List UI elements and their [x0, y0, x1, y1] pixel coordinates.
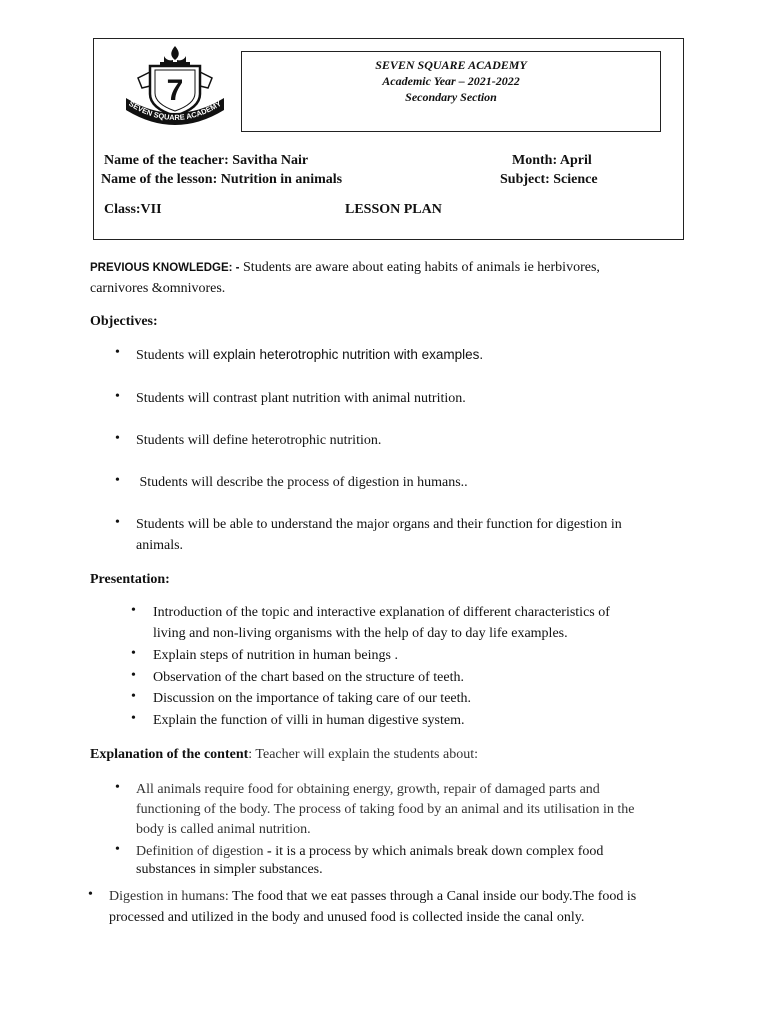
lesson-plan-title: LESSON PLAN	[345, 202, 442, 217]
digestion-definition-line2: substances in simpler substances.	[136, 862, 323, 877]
presentation-heading: Presentation:	[90, 572, 170, 587]
objectives-heading: Objectives:	[90, 314, 158, 329]
month: Month: April	[512, 153, 592, 168]
objective-item: Students will be able to understand the major organs and their function for digestion in	[136, 517, 622, 532]
objective-item: Students will contrast plant nutrition with animal nutrition.	[136, 391, 466, 406]
presentation-item: Observation of the chart based on the structure of teeth.	[153, 670, 465, 685]
presentation-item: Explain the function of villi in human digestive system.	[153, 713, 465, 728]
bullet-icon: •	[88, 887, 93, 902]
explanation-item-line3: body is called animal nutrition.	[136, 822, 311, 837]
academy-logo	[120, 42, 230, 128]
bullet-icon: •	[115, 780, 120, 795]
explanation-item-line2: functioning of the body. The process of taking food by an animal and its utilisation in the	[136, 802, 635, 817]
objective-item: Students will describe the process of digestion in humans..	[136, 475, 468, 490]
bullet-icon: •	[115, 345, 120, 360]
academic-year: Academic Year – 2021-2022	[382, 74, 520, 88]
objective-item: Students will define heterotrophic nutrition.	[136, 433, 382, 448]
objective-item: Students will explain heterotrophic nutrition with examples.	[136, 347, 484, 363]
academy-name: SEVEN SQUARE ACADEMY	[375, 58, 527, 72]
presentation-item-line2: living and non-living organisms with the help of day to day life examples.	[153, 626, 568, 641]
previous-knowledge	[90, 257, 600, 279]
explanation-intro: : Teacher will explain the students about:	[248, 747, 478, 762]
explanation-label: Explanation of the content	[90, 747, 249, 762]
bullet-icon: •	[115, 389, 120, 404]
bullet-icon: •	[115, 515, 120, 530]
section-name: Secondary Section	[405, 90, 497, 104]
previous-knowledge-line2: carnivores &omnivores.	[90, 281, 226, 296]
explanation-item: All animals require food for obtaining energy, growth, repair of damaged parts and	[136, 782, 600, 797]
presentation-item: Discussion on the importance of taking care of our teeth.	[153, 691, 472, 706]
lesson-name: Name of the lesson: Nutrition in animals	[101, 172, 343, 187]
digestion-definition: Definition of digestion - it is a process by which animals break down complex food	[136, 844, 604, 859]
teacher-name: Name of the teacher: Savitha Nair	[104, 153, 309, 168]
logo-number: 7	[166, 74, 184, 107]
presentation-item: Explain steps of nutrition in human beings .	[153, 648, 398, 663]
academy-info-box	[241, 51, 661, 132]
previous-knowledge-text: Students are aware about eating habits of animals ie herbivores,	[239, 260, 600, 275]
bullet-icon: •	[131, 668, 136, 683]
bullet-icon: •	[131, 603, 136, 618]
presentation-item: Introduction of the topic and interactive explanation of different characteristics of	[153, 605, 610, 620]
bullet-icon: •	[115, 473, 120, 488]
bullet-icon: •	[131, 689, 136, 704]
bullet-icon: •	[131, 711, 136, 726]
explanation-heading	[90, 744, 478, 765]
digestion-in-humans-line2: processed and utilized in the body and unused food is collected inside the canal only.	[109, 910, 585, 925]
previous-knowledge-label: PREVIOUS KNOWLEDGE: -	[90, 262, 240, 274]
objective-item-line2: animals.	[136, 538, 184, 553]
bullet-icon: •	[115, 842, 120, 857]
class-name: Class:VII	[104, 202, 162, 217]
bullet-icon: •	[115, 431, 120, 446]
digestion-in-humans: Digestion in humans: The food that we eat passes through a Canal inside our body.The food is	[109, 889, 637, 904]
bullet-icon: •	[131, 646, 136, 661]
logo-banner-text: SEVEN SQUARE ACADEMY	[127, 98, 223, 123]
subject: Subject: Science	[500, 172, 598, 187]
